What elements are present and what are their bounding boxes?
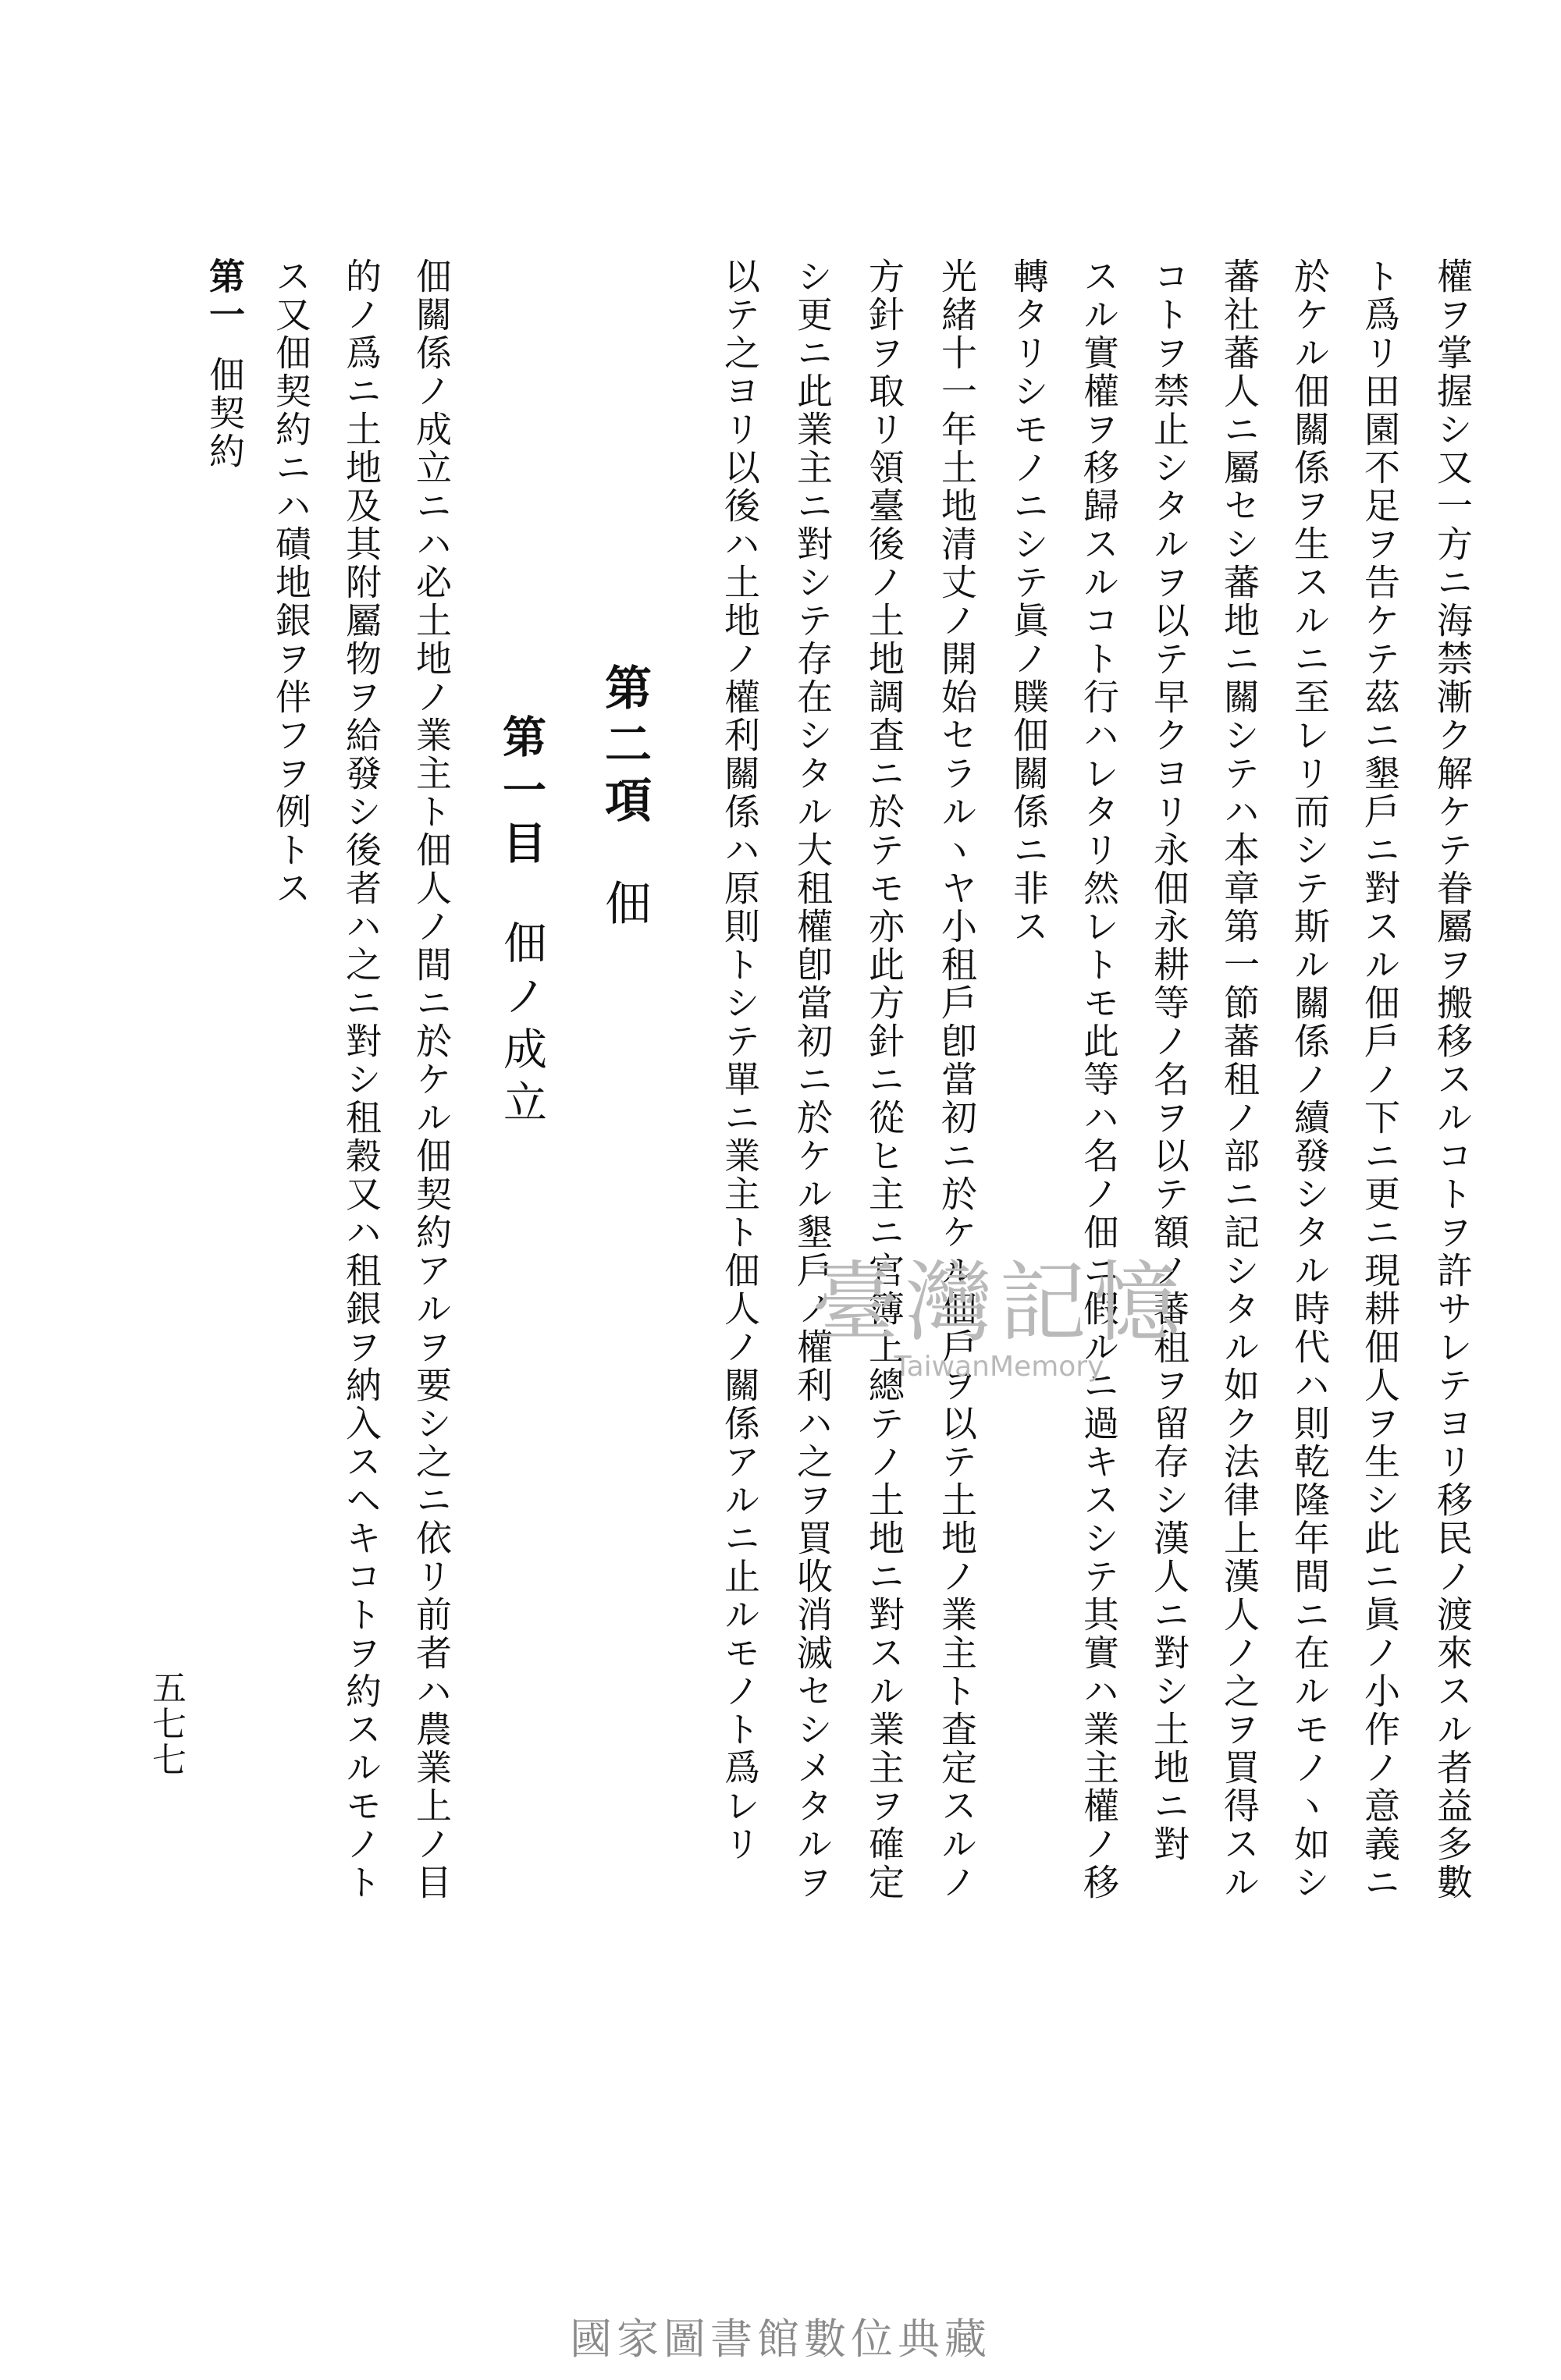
footer-credit: 國家圖書館數位典藏	[570, 2314, 991, 2364]
text-column: 權ヲ掌握シ又一方ニ海禁漸ク解ケテ眷屬ヲ搬移スルコトヲ許サレテヨリ移民ノ渡來スル者益多數	[1431, 258, 1474, 1902]
watermark	[812, 1233, 1186, 1383]
watermark-sub: TaiwanMemory	[894, 1351, 1104, 1383]
item-number: 第一	[204, 258, 246, 334]
watermark-main: 臺灣記憶	[812, 1252, 1186, 1354]
section-heading	[597, 663, 652, 935]
item-title: 佃契約	[204, 356, 246, 471]
subsection-number: 第一目	[496, 714, 547, 873]
text-column: ス又佃契約ニハ磧地銀ヲ伴フヲ例トス	[270, 258, 312, 908]
subsection-title: 佃ノ成立	[496, 920, 547, 1132]
section-title: 佃	[597, 879, 652, 935]
text-column: ト爲リ田園不足ヲ告ケテ茲ニ墾戶ニ對スル佃戶ノ下ニ更ニ現耕佃人ヲ生シ此ニ眞ノ小作ノ意義ニ	[1359, 258, 1401, 1902]
section-number: 第二項	[597, 663, 652, 832]
text-column: 以テ之ヨリ以後ハ土地ノ權利關係ハ原則トシテ單ニ業主ト佃人ノ關係アルニ止ルモノト爲レリ	[719, 258, 761, 1863]
item-heading	[204, 258, 246, 471]
text-column: シ更ニ此業主ニ對シテ存在シタル大租權卽當初ニ於ケル墾戶ノ權利ハ之ヲ買收消滅セシメタルヲ	[791, 258, 834, 1902]
text-column: スル實權ヲ移歸スルコト行ハレタリ然レトモ此等ハ名ノ佃ニ假ルニ過キスシテ其實ハ業主權ノ移	[1078, 258, 1120, 1902]
text-column: 方針ヲ取リ領臺後ノ土地調査ニ於テモ亦此方針ニ從ヒ主ニ官簿上總テノ土地ニ對スル業主ヲ確定	[863, 258, 905, 1902]
text-column: 的ノ爲ニ土地及其附屬物ヲ給發シ後者ハ之ニ對シ租穀又ハ租銀ヲ納入スヘキコトヲ約スルモノト	[340, 258, 382, 1902]
text-column: 光緒十一年土地清丈ノ開始セラルヽヤ小租戶卽當初ニ於ケル佃戶ヲ以テ土地ノ業主ト査定スルノ	[936, 258, 978, 1902]
text-column: 蕃社蕃人ニ屬セシ蕃地ニ關シテハ本章第一節蕃租ノ部ニ記シタル如ク法律上漢人ノ之ヲ買得スル	[1218, 258, 1261, 1902]
text-column: 轉タリシモノニシテ眞ノ贌佃關係ニ非ス	[1008, 258, 1050, 946]
text-column: 於ケル佃關係ヲ生スルニ至レリ而シテ斯ル關係ノ續發シタル時代ハ則乾隆年間ニ在ルモノヽ如シ	[1289, 258, 1331, 1902]
page-number: 五七七	[146, 1670, 186, 1778]
subsection-heading	[496, 714, 547, 1132]
text-column: 佃關係ノ成立ニハ必土地ノ業主ト佃人ノ間ニ於ケル佃契約アルヲ要シ之ニ依リ前者ハ農業上ノ目	[411, 258, 453, 1902]
text-column: コトヲ禁止シタルヲ以テ早クヨリ永佃永耕等ノ名ヲ以テ額ノ蕃租ヲ留存シ漢人ニ對シ土地ニ對	[1148, 258, 1190, 1863]
